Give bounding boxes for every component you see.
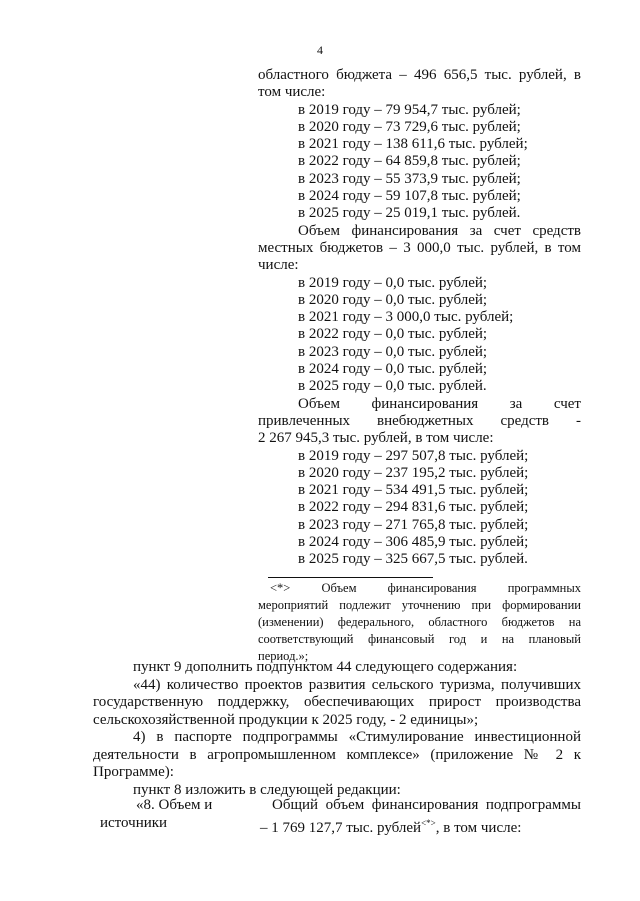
regional-year-line: в 2020 году – 73 729,6 тыс. рублей; bbox=[298, 118, 521, 135]
regional-intro-tail: том числе: bbox=[258, 84, 326, 101]
local-year-line: в 2021 году – 3 000,0 тыс. рублей; bbox=[298, 309, 514, 326]
footnote bbox=[258, 580, 581, 665]
item-4-line: деятельности в агропромышленном комплексе» (приложение № 2 к bbox=[93, 746, 581, 763]
item-4-line: Программе): bbox=[93, 764, 174, 780]
footnote-line: <*> Объем финансирования программных bbox=[270, 581, 581, 595]
local-year-line: в 2020 году – 0,0 тыс. рублей; bbox=[298, 291, 488, 308]
footnote-line: (изменении) федерального, областного бюджетов на bbox=[258, 615, 581, 629]
extra-year-line: в 2021 году – 534 491,5 тыс. рублей; bbox=[298, 482, 529, 499]
item-4-line: 4) в паспорте подпрограммы «Стимулирование инвестиционной bbox=[133, 729, 581, 745]
row-8-label bbox=[100, 797, 250, 832]
row-8-content-line: Общий объем финансирования подпрограммы bbox=[272, 797, 581, 813]
local-year-line: в 2025 году – 0,0 тыс. рублей. bbox=[298, 378, 487, 395]
regional-year-line: в 2023 году – 55 373,9 тыс. рублей; bbox=[298, 170, 521, 187]
regional-year-line: в 2021 году – 138 611,6 тыс. рублей; bbox=[298, 136, 528, 153]
local-year-line: в 2022 году – 0,0 тыс. рублей; bbox=[298, 326, 488, 343]
row-8-content bbox=[260, 797, 581, 837]
extra-line-1: Объем финансирования за счет bbox=[298, 395, 581, 412]
page-number: 4 bbox=[317, 43, 323, 57]
extra-year-line: в 2023 году – 271 765,8 тыс. рублей; bbox=[298, 516, 529, 533]
local-year-line: в 2024 году – 0,0 тыс. рублей; bbox=[298, 361, 488, 378]
footnote-line: мероприятий подлежит уточнению при формировании bbox=[258, 598, 581, 612]
local-line-2: местных бюджетов – 3 000,0 тыс. рублей, в том bbox=[258, 239, 581, 256]
extra-line-2: привлеченных внебюджетных средств - bbox=[258, 412, 581, 429]
extra-year-line: в 2024 году – 306 485,9 тыс. рублей; bbox=[298, 534, 529, 551]
row-8-content-line: – 1 769 127,7 тыс. рублей<*>, в том числе: bbox=[260, 817, 522, 836]
extra-year-line: в 2020 году – 237 195,2 тыс. рублей; bbox=[298, 464, 529, 481]
footnote-marker: <*> bbox=[421, 817, 436, 828]
subitem-44-line: «44) количество проектов развития сельского туризма, получивших bbox=[133, 676, 581, 693]
footnote-line: период.»; bbox=[258, 649, 309, 663]
local-year-line: в 2023 году – 0,0 тыс. рублей; bbox=[298, 343, 488, 360]
paragraph-item-9: пункт 9 дополнить подпунктом 44 следующего содержания: bbox=[133, 659, 518, 675]
regional-year-line: в 2022 году – 64 859,8 тыс. рублей; bbox=[298, 153, 521, 170]
local-line-3: числе: bbox=[258, 257, 299, 274]
subitem-44-line: сельскохозяйственной продукции к 2025 году, - 2 единицы»; bbox=[93, 711, 479, 728]
footnote-line: соответствующий финансовый год и на плановый bbox=[258, 632, 581, 646]
local-year-line: в 2019 году – 0,0 тыс. рублей; bbox=[298, 274, 488, 291]
body-paragraphs bbox=[93, 659, 581, 799]
paragraph-item-8: пункт 8 изложить в следующей редакции: bbox=[133, 781, 401, 798]
extra-year-line: в 2025 году – 325 667,5 тыс. рублей. bbox=[298, 551, 528, 568]
row-8-label-line: «8. Объем и bbox=[136, 797, 213, 813]
extra-year-line: в 2022 году – 294 831,6 тыс. рублей; bbox=[298, 499, 529, 516]
row-8-label-line: источники bbox=[100, 814, 168, 831]
regional-budget-block bbox=[258, 67, 581, 569]
regional-year-line: в 2019 году – 79 954,7 тыс. рублей; bbox=[298, 101, 521, 118]
extra-year-line: в 2019 году – 297 507,8 тыс. рублей; bbox=[298, 447, 529, 464]
subitem-44-line: государственную поддержку, обеспечивающих прирост производства bbox=[93, 694, 581, 710]
local-line-1: Объем финансирования за счет средств bbox=[298, 222, 581, 239]
regional-year-line: в 2024 году – 59 107,8 тыс. рублей; bbox=[298, 188, 521, 205]
extra-line-3: 2 267 945,3 тыс. рублей, в том числе: bbox=[258, 430, 494, 447]
regional-year-line: в 2025 году – 25 019,1 тыс. рублей. bbox=[298, 205, 521, 222]
regional-intro: областного бюджета – 496 656,5 тыс. рублей, в bbox=[258, 67, 581, 83]
footnote-divider bbox=[268, 577, 433, 578]
